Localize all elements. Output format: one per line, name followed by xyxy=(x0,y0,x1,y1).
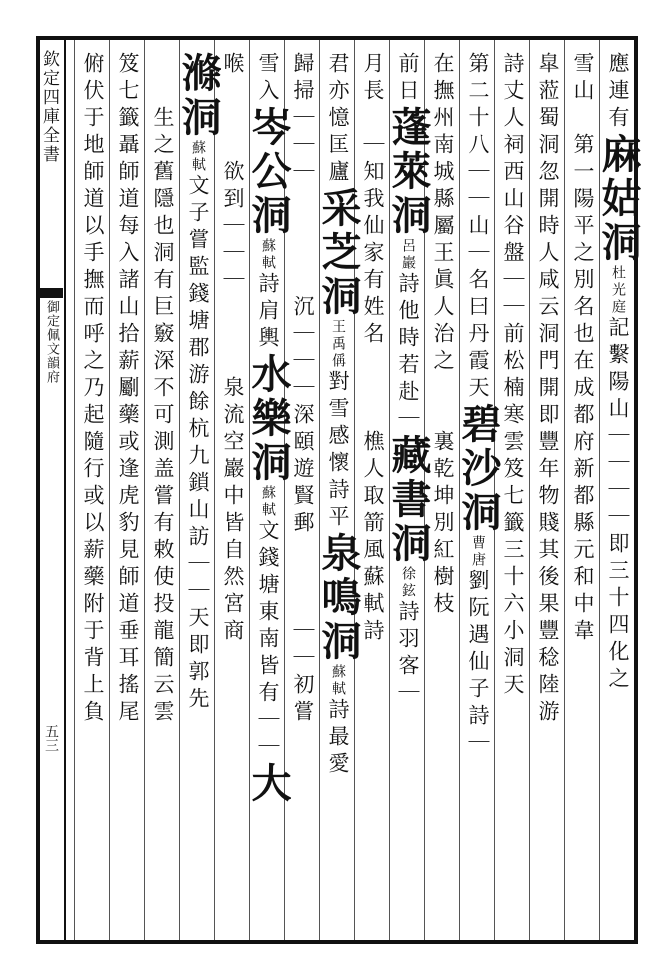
source-note: 曹唐 xyxy=(470,535,486,569)
text-column xyxy=(110,52,146,932)
body-text: 笈七籤聶師道每入諸山拾薪劚藥或逢虎豹見師道垂耳搖尾 xyxy=(116,52,140,727)
entry-heading: 藏書洞 xyxy=(385,434,432,566)
source-note: 蘇軾 xyxy=(190,140,206,174)
entry-heading: 麻姑洞 xyxy=(595,133,642,265)
body-text: 君亦憶匡廬 xyxy=(326,52,350,187)
text-column xyxy=(245,52,292,932)
body-text: 前日 xyxy=(396,52,420,106)
entry-heading: 滌洞 xyxy=(175,52,222,140)
body-text: 俯伏于地師道以手撫而呼之乃起隨行或以薪藥附于背上負 xyxy=(81,52,105,727)
entry-heading: 碧沙洞 xyxy=(455,403,502,535)
body-text xyxy=(431,376,455,430)
margin-book-title: 御定佩文韻府 xyxy=(44,300,59,384)
body-text: 皐蒞蜀洞忽開時人咸云洞門開即豐年物賤其後果豐稔陸游 xyxy=(536,52,560,727)
body-text: 詩他時若赴｜ xyxy=(396,272,420,434)
body-text: 劉阮遇仙子詩｜ xyxy=(466,569,490,758)
text-column xyxy=(75,52,111,932)
text-column xyxy=(530,52,566,932)
body-text xyxy=(361,349,385,430)
text-column xyxy=(315,52,362,932)
body-text: 文子嘗監錢塘郡游餘杭九鎖山訪｜｜天即郭先 xyxy=(186,174,210,714)
body-text: 詩羽客｜ xyxy=(396,600,420,708)
body-text: 生之舊隱也洞有巨竅深不可測盖嘗有敕使投龍簡云雲 xyxy=(151,106,175,727)
body-text: ｜知我仙家有姓名 xyxy=(361,133,385,349)
source-note: 杜光庭 xyxy=(610,265,626,316)
body-text xyxy=(291,538,315,619)
body-text xyxy=(291,187,315,295)
entry-heading: 水樂洞 xyxy=(245,353,292,485)
body-text: 應連有 xyxy=(606,52,630,133)
body-text: 沉｜｜｜深頤遊賢郵 xyxy=(291,295,315,538)
entry-heading: 岑公洞 xyxy=(245,106,292,238)
body-text: 詩丈人祠西山谷盤｜｜前松楠寒雲笈七籤三十六小洞天 xyxy=(501,52,525,700)
text-column xyxy=(385,52,432,932)
source-note: 蘇軾 xyxy=(330,664,346,698)
source-note: 王禹偁 xyxy=(330,319,346,370)
body-text xyxy=(221,79,245,160)
body-text xyxy=(221,295,245,376)
body-text: 詩肩輿 xyxy=(256,272,280,353)
body-text xyxy=(361,106,385,133)
body-text: 第一陽平之別名也在成都府新都縣元和中韋 xyxy=(571,133,595,646)
body-text: 第二十八｜｜山｜名曰丹霞天 xyxy=(466,52,490,403)
body-text: 對雪感懷詩平 xyxy=(326,370,350,532)
text-column xyxy=(565,52,601,932)
source-note: 蘇軾 xyxy=(260,238,276,272)
source-note: 呂巖 xyxy=(400,238,416,272)
entry-heading: 泉鳴洞 xyxy=(315,532,362,664)
page-number: 五三 xyxy=(43,724,59,752)
source-note: 徐鉉 xyxy=(400,566,416,600)
text-column xyxy=(595,52,642,932)
body-text: 文錢塘東南皆有｜｜ xyxy=(256,519,280,762)
text-column xyxy=(355,52,391,932)
margin-fishtail-mark xyxy=(37,288,63,298)
body-text: 雪入 xyxy=(256,52,280,106)
body-text: ｜｜｜｜即三十四化之 xyxy=(606,424,630,694)
entry-heading: 蓬萊洞 xyxy=(385,106,432,238)
body-text: 月長 xyxy=(361,52,385,106)
entry-heading: 采芝洞 xyxy=(315,187,362,319)
text-column xyxy=(145,52,181,932)
body-text: 樵人取箭風蘇軾詩 xyxy=(361,430,385,646)
body-text: 裏乾坤別紅樹枝 xyxy=(431,430,455,619)
body-text: 詩最愛 xyxy=(326,698,350,779)
entry-heading: 大 xyxy=(245,762,292,806)
text-column xyxy=(455,52,502,932)
body-text: 記繫陽山 xyxy=(606,316,630,424)
body-text: 喉 xyxy=(221,52,245,79)
text-column xyxy=(215,52,251,932)
body-text: 欲到｜｜｜ xyxy=(221,160,245,295)
body-text: 在撫州南城縣屬王眞人治之 xyxy=(431,52,455,376)
body-text: 泉流空巖中皆自然宮商 xyxy=(221,376,245,646)
source-note: 蘇軾 xyxy=(260,485,276,519)
body-text: 雪山 xyxy=(571,52,595,106)
body-text xyxy=(151,52,175,106)
body-text xyxy=(571,106,595,133)
text-column xyxy=(175,52,222,932)
body-text: 歸掃｜｜｜ xyxy=(291,52,315,187)
margin-title: 欽定四庫全書 xyxy=(39,50,59,164)
body-text: ｜｜初嘗 xyxy=(291,619,315,727)
